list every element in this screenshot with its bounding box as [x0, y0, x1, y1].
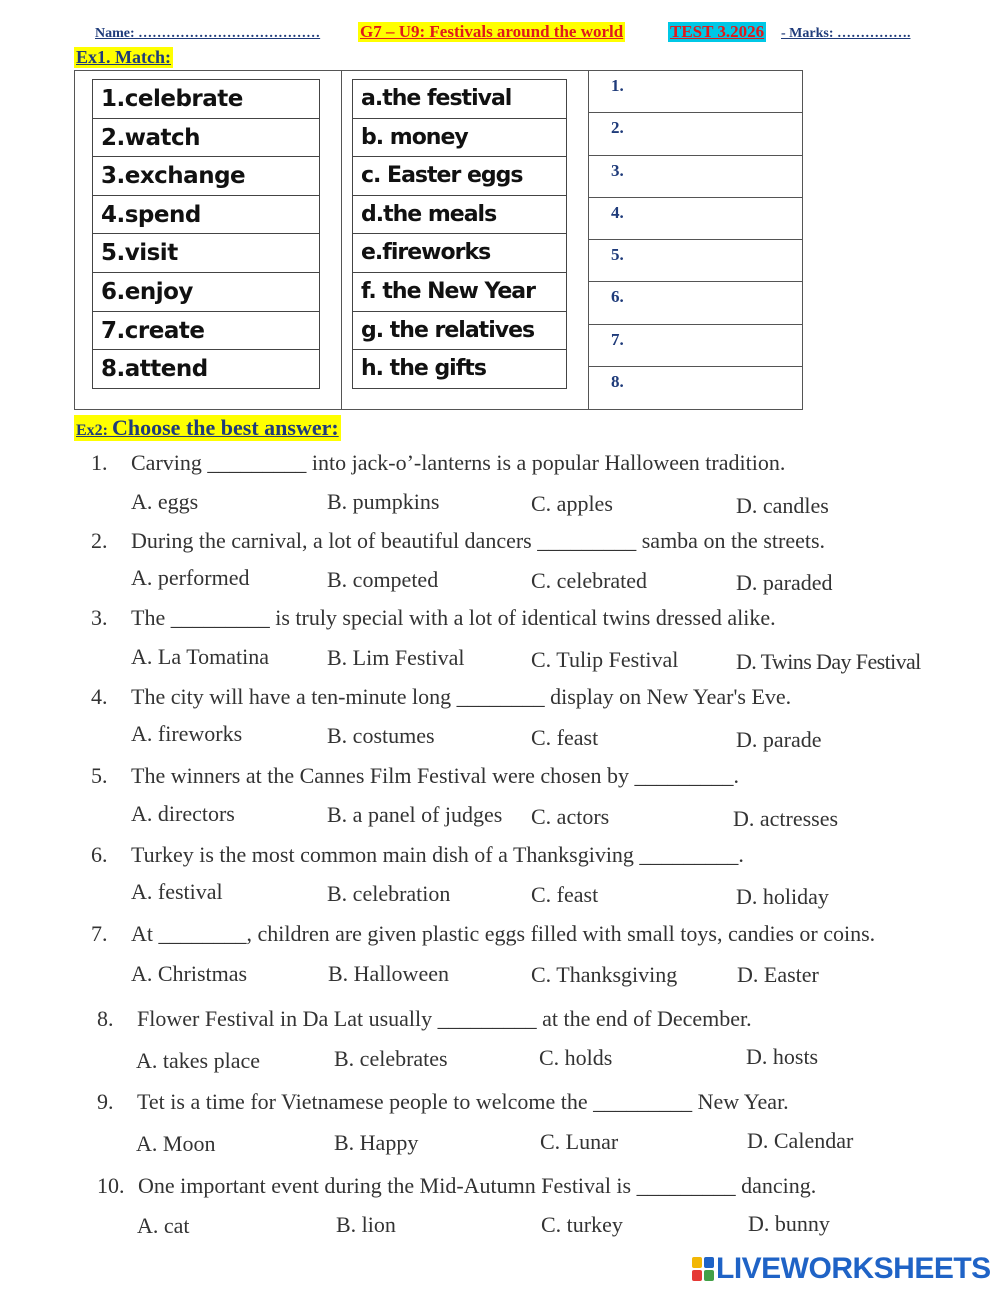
option-a[interactable]: A. takes place — [136, 1048, 260, 1073]
option-d[interactable]: D. actresses — [733, 806, 839, 831]
option-c[interactable]: C. Tulip Festival — [531, 647, 679, 672]
option-c[interactable]: C. celebrated — [531, 568, 648, 593]
option-c[interactable]: C. turkey — [541, 1212, 623, 1237]
option-b[interactable]: B. pumpkins — [327, 489, 440, 514]
option-b[interactable]: B. Lim Festival — [327, 645, 465, 670]
ex2-label: Ex2: — [76, 422, 108, 439]
option-b[interactable]: B. celebration — [327, 881, 451, 906]
logo-square — [692, 1270, 702, 1281]
option-d[interactable]: D. holiday — [736, 884, 829, 909]
option-a[interactable]: A. Moon — [136, 1131, 216, 1156]
option-a[interactable]: A. festival — [131, 879, 223, 904]
option-a[interactable]: A. directors — [131, 801, 235, 826]
ex1-heading: Ex1. Match: — [76, 47, 171, 67]
verb-item: 8.attend — [92, 350, 320, 389]
option-c[interactable]: C. Lunar — [540, 1129, 619, 1154]
object-item: e.fireworks — [352, 234, 567, 273]
question-number: 7. — [91, 921, 108, 946]
option-b[interactable]: B. a panel of judges — [327, 802, 503, 827]
answer-box[interactable]: 8. — [611, 372, 624, 392]
option-b[interactable]: B. celebrates — [334, 1046, 448, 1071]
option-b[interactable]: B. Happy — [334, 1130, 419, 1155]
logo-square — [692, 1257, 702, 1268]
option-d[interactable]: D. Calendar — [747, 1128, 854, 1153]
verb-item: 2.watch — [92, 119, 320, 158]
answer-box[interactable]: 3. — [589, 156, 803, 198]
answer-box[interactable]: 4. — [589, 198, 803, 240]
option-c[interactable]: C. holds — [539, 1045, 613, 1070]
option-b[interactable]: B. costumes — [327, 723, 435, 748]
option-c[interactable]: C. Thanksgiving — [531, 962, 678, 987]
object-item: c. Easter eggs — [352, 157, 567, 196]
option-d[interactable]: D. hosts — [746, 1044, 819, 1069]
logo-square — [704, 1257, 714, 1268]
option-d[interactable]: D. parade — [736, 727, 822, 752]
worksheet-header — [95, 22, 955, 48]
question-number: 1. — [91, 450, 108, 475]
option-c[interactable]: C. apples — [531, 491, 613, 516]
option-a[interactable]: A. Christmas — [131, 961, 248, 986]
ex2-instruction: Choose the best answer: — [112, 415, 339, 440]
question-text: At ________, children are given plastic eggs filled with small toys, candies or coins. — [131, 921, 876, 946]
liveworksheets-logo[interactable] — [692, 1252, 991, 1286]
option-d[interactable]: D. Easter — [737, 962, 819, 987]
object-item: a.the festival — [352, 80, 567, 119]
logo-square — [704, 1270, 714, 1281]
option-b[interactable]: B. competed — [327, 567, 439, 592]
question-text: Turkey is the most common main dish of a Thanksgiving _________. — [131, 842, 744, 867]
option-c[interactable]: C. feast — [531, 882, 599, 907]
ex1-match-table — [74, 70, 803, 410]
verb-item: 1.celebrate — [92, 80, 320, 119]
option-a[interactable]: A. fireworks — [131, 721, 243, 746]
name-field[interactable]: Name: ………………………………… — [95, 26, 321, 41]
question-text: The city will have a ten-minute long ________ display on New Year's Eve. — [131, 684, 792, 709]
question-text: The _________ is truly special with a lot of identical twins dressed alike. — [131, 605, 776, 630]
answer-box[interactable]: 6. — [589, 282, 803, 324]
question-number: 2. — [91, 528, 108, 553]
object-item: b. money — [352, 119, 567, 158]
test-label: TEST 3.2026 — [670, 22, 765, 41]
object-item: g. the relatives — [352, 312, 567, 351]
answer-box[interactable]: 7. — [589, 325, 803, 367]
verb-item: 6.enjoy — [92, 273, 320, 312]
worksheet-title: G7 – U9: Festivals around the world — [360, 22, 624, 41]
option-a[interactable]: A. cat — [137, 1213, 190, 1238]
option-c[interactable]: C. feast — [531, 725, 599, 750]
object-item: d.the meals — [352, 196, 567, 235]
question-number: 4. — [91, 684, 108, 709]
object-item: f. the New Year — [352, 273, 567, 312]
verb-item: 7.create — [92, 312, 320, 351]
option-a[interactable]: A. eggs — [131, 489, 199, 514]
question-number: 5. — [91, 763, 108, 788]
question-text: Carving _________ into jack-o’-lanterns is a popular Halloween tradition. — [131, 450, 786, 475]
question-text: During the carnival, a lot of beautiful dancers _________ samba on the streets. — [131, 528, 826, 553]
verb-item: 5.visit — [92, 234, 320, 273]
option-c[interactable]: C. actors — [531, 804, 610, 829]
question-number: 9. — [97, 1089, 114, 1114]
verb-column — [92, 79, 320, 389]
logo-icon — [692, 1257, 714, 1281]
question-number: 10. — [97, 1173, 125, 1198]
question-number: 6. — [91, 842, 108, 867]
answer-column — [589, 71, 803, 409]
answer-box[interactable]: 5. — [589, 240, 803, 282]
answer-box[interactable]: 1. — [589, 71, 803, 113]
question-text: Flower Festival in Da Lat usually _________ at the end of December. — [137, 1006, 752, 1031]
question-text: One important event during the Mid-Autumn Festival is _________ dancing. — [138, 1173, 817, 1198]
logo-text: LIVEWORKSHEETS — [716, 1252, 991, 1285]
marks-field: - Marks: ……………. — [781, 26, 911, 41]
option-a[interactable]: A. performed — [131, 565, 250, 590]
option-b[interactable]: B. lion — [336, 1212, 396, 1237]
verb-item: 3.exchange — [92, 157, 320, 196]
verb-item: 4.spend — [92, 196, 320, 235]
option-d[interactable]: D. paraded — [736, 570, 833, 595]
option-d[interactable]: D. candles — [736, 493, 829, 518]
answer-box[interactable]: 2. — [589, 113, 803, 155]
question-text: The winners at the Cannes Film Festival were chosen by _________. — [131, 763, 739, 788]
column-divider — [341, 70, 342, 410]
option-b[interactable]: B. Halloween — [328, 961, 449, 986]
question-number: 8. — [97, 1006, 114, 1031]
option-a[interactable]: A. La Tomatina — [131, 644, 269, 669]
object-column — [352, 79, 567, 389]
object-item: h. the gifts — [352, 350, 567, 389]
option-d[interactable]: D. bunny — [748, 1211, 830, 1236]
ex2-heading — [74, 415, 341, 441]
option-d[interactable]: D. Twins Day Festival — [736, 649, 921, 674]
question-number: 3. — [91, 605, 108, 630]
question-text: Tet is a time for Vietnamese people to welcome the _________ New Year. — [137, 1089, 789, 1114]
